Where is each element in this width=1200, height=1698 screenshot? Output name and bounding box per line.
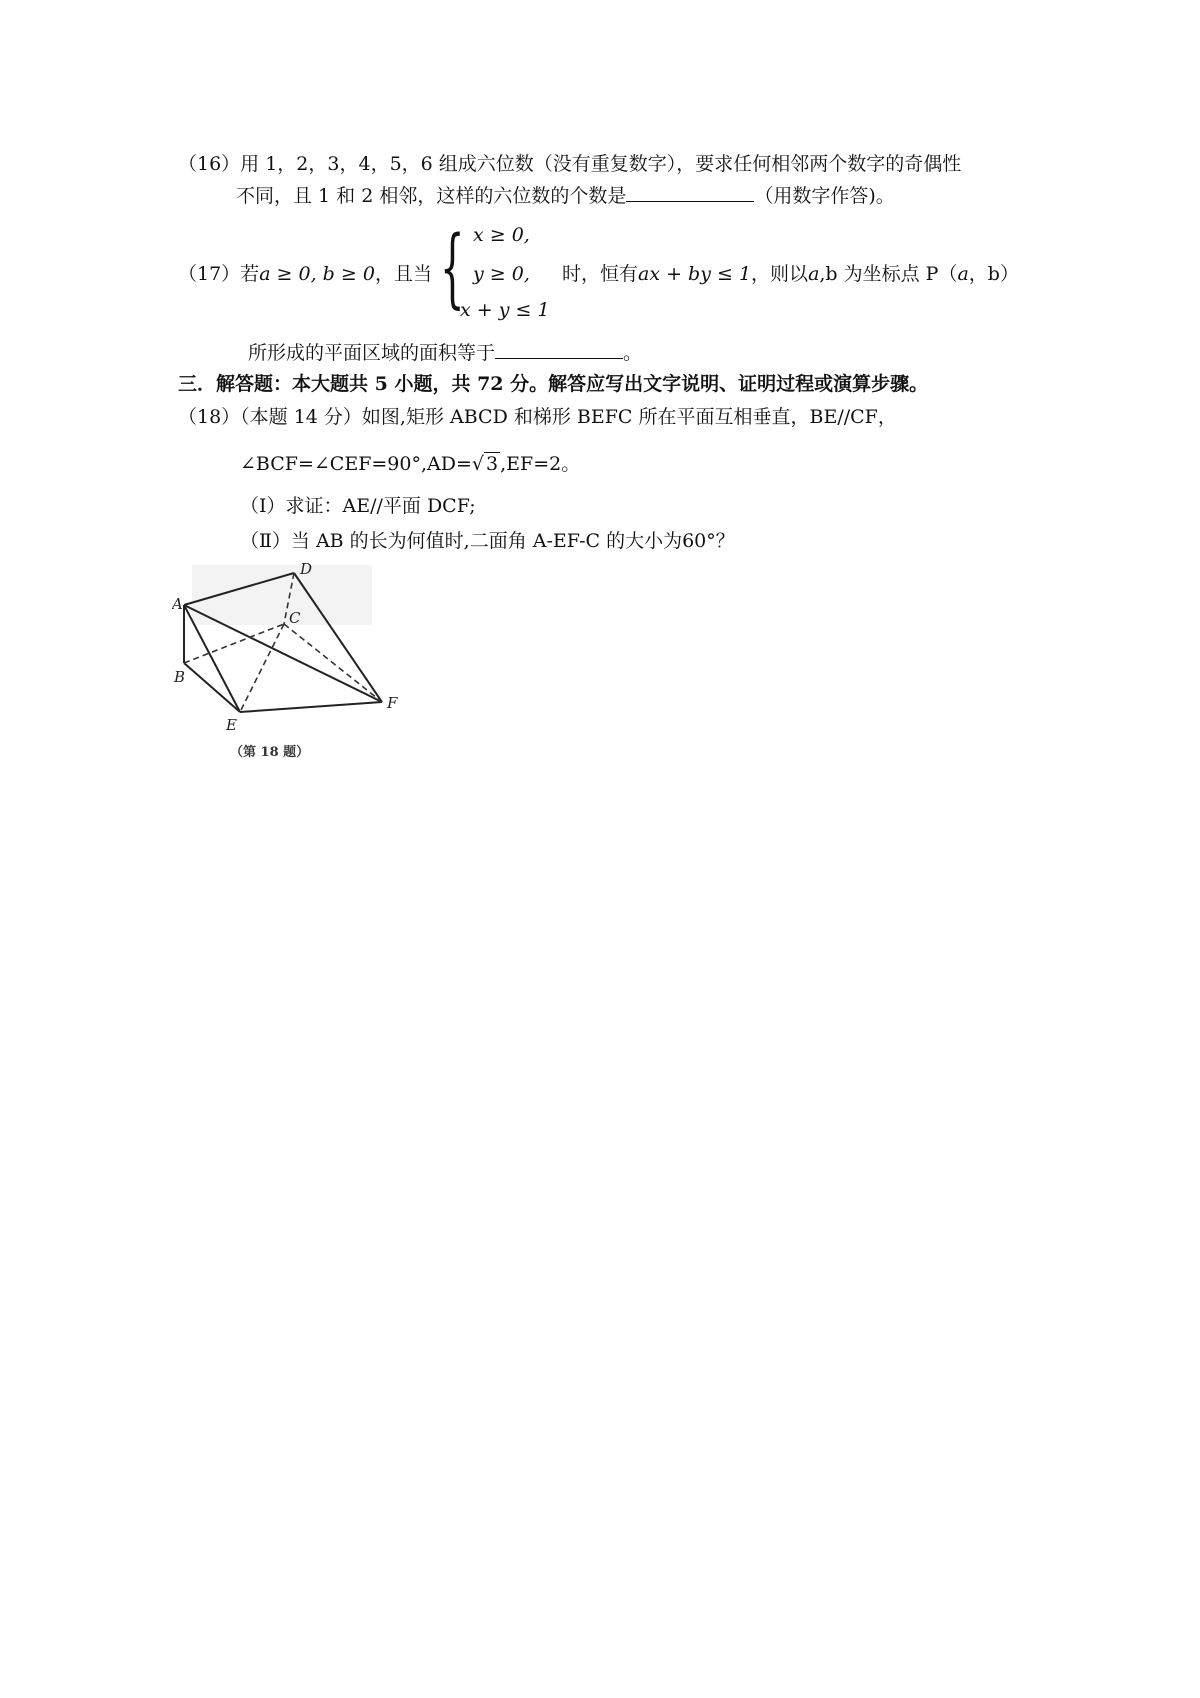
- q18-sqrt: √ 3: [471, 453, 499, 475]
- q17-system-row3: x + y ≤ 1: [460, 299, 550, 321]
- q17-line2: [248, 340, 642, 366]
- edge-CF: [284, 624, 382, 702]
- section3-heading: 三．解答题：本大题共 5 小题，共 72 分。解答应写出文字说明、证明过程或演算步骤。: [178, 373, 929, 395]
- q17-system-brace: {: [440, 218, 465, 318]
- q17-condition: a ≥ 0, b ≥ 0: [259, 263, 375, 285]
- q16-line1: （16）用 1，2，3，4，5，6 组成六位数（没有重复数字），要求任何相邻两个数字的奇偶性: [178, 153, 962, 175]
- vertex-label-B: B: [174, 668, 186, 686]
- vertex-label-A: A: [172, 595, 183, 613]
- figure-caption: （第 18 题）: [230, 745, 310, 760]
- q18-line2: [240, 451, 580, 477]
- vertex-label-C: C: [289, 609, 301, 627]
- vertex-label-E: E: [226, 716, 237, 734]
- edge-BE: [184, 663, 240, 712]
- vertex-label-D: D: [300, 560, 313, 578]
- q17-rest2: ,b 为坐标点 P（: [819, 263, 958, 285]
- edge-EF: [240, 702, 382, 712]
- q18-part1: （Ⅰ）求证：AE//平面 DCF;: [240, 495, 476, 517]
- q17-line2-tail: 。: [623, 342, 643, 364]
- q17-system-row1: x ≥ 0,: [473, 224, 530, 246]
- vertex-label-F: F: [387, 694, 398, 712]
- edge-CE: [240, 624, 284, 712]
- q17-line2-text: 所形成的平面区域的面积等于: [248, 342, 496, 364]
- q17-var-a: a: [808, 263, 820, 285]
- q17-line1-right: [562, 261, 1019, 287]
- q17-var-a2: a: [957, 263, 969, 285]
- q16-line2: [236, 183, 895, 209]
- q18-line1: （18）（本题 14 分）如图,矩形 ABCD 和梯形 BEFC 所在平面互相垂直，BE//CF，: [178, 406, 897, 428]
- q18-line2-text: ∠BCF=∠CEF=90°,AD=: [240, 453, 472, 475]
- q17-inequality: ax + by ≤ 1: [638, 263, 752, 285]
- q17-system-row2: y ≥ 0,: [473, 263, 530, 285]
- q17-line1-left: [178, 261, 432, 287]
- q18-sqrt-value: 3: [486, 453, 499, 475]
- q16-line2-tail: （用数字作答)。: [754, 185, 895, 207]
- q16-answer-blank[interactable]: [626, 183, 754, 202]
- q17-time-text: 时，恒有: [562, 263, 639, 285]
- q18-part2: （Ⅱ）当 AB 的长为何值时,二面角 A-EF-C 的大小为60°？: [240, 530, 735, 552]
- q17-and-when: ，且当: [374, 263, 432, 285]
- q18-figure: [172, 560, 432, 760]
- q16-line2-text: 不同，且 1 和 2 相邻，这样的六位数的个数是: [236, 185, 627, 207]
- q17-rest: ，则以: [751, 263, 809, 285]
- q17-answer-blank[interactable]: [495, 340, 623, 359]
- q18-line2-tail: ,EF=2。: [500, 453, 581, 475]
- q17-prefix: （17）若: [178, 263, 260, 285]
- q17-rest3: ，b）: [968, 263, 1019, 285]
